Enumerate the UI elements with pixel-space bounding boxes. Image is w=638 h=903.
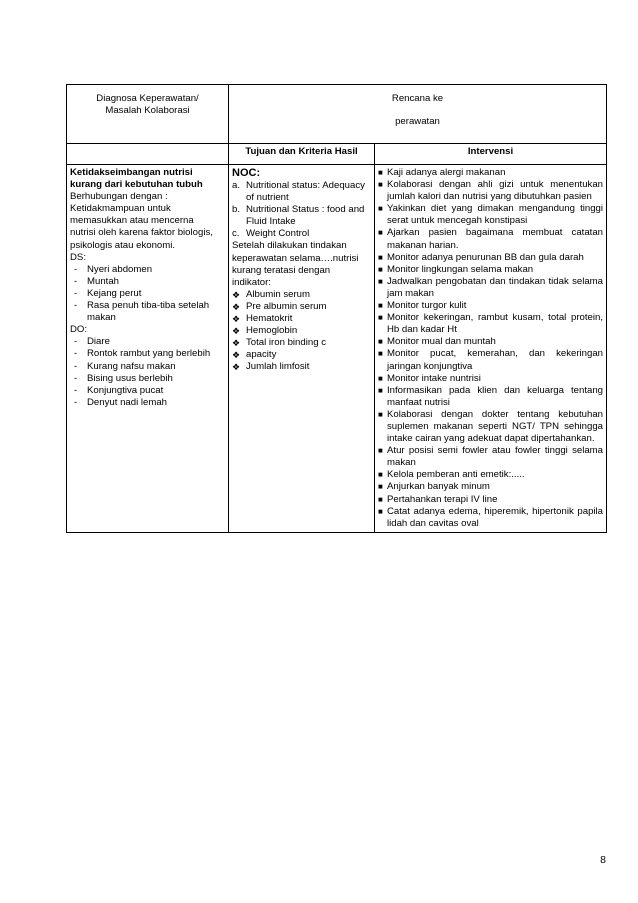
diamond-bullet-icon: ❖ <box>232 289 241 300</box>
square-bullet-icon: ■ <box>378 470 383 480</box>
diagnosis-body: Berhubungan dengan : Ketidakmampuan untuk memasukkan atau mencerna nutrisi oleh karena faktor biologis, psikologis atau ekonomi. <box>70 191 213 251</box>
noc-label: NOC: <box>232 167 261 179</box>
list-item: c. Weight Control <box>232 228 310 240</box>
list-item: ■ Monitor lingkungan selama makan <box>378 263 534 275</box>
noc-list <box>232 180 371 240</box>
square-bullet-icon: ■ <box>378 385 383 395</box>
list-item: ■ Jadwalkan pengobatan dan tindakan tidak selama jam makan <box>378 275 604 299</box>
diamond-bullet-icon: ❖ <box>232 338 241 349</box>
list-item: ■ Monitor turgor kulit <box>378 300 467 312</box>
diamond-bullet-icon: ❖ <box>232 350 241 361</box>
diamond-bullet-icon: ❖ <box>232 301 241 312</box>
list-item: - Denyut nadi lemah <box>74 396 167 408</box>
list-item: ❖ Albumin serum <box>232 288 310 300</box>
square-bullet-icon: ■ <box>378 264 383 274</box>
list-item: ■ Monitor mual dan muntah <box>378 336 496 348</box>
square-bullet-icon: ■ <box>378 204 383 214</box>
square-bullet-icon: ■ <box>378 494 383 504</box>
list-item: ■ Ajarkan pasien bagaimana membuat catatan makanan harian. <box>378 227 604 251</box>
ds-label: DS: <box>70 251 86 263</box>
list-item: - Muntah <box>74 275 119 287</box>
list-item: ❖ Jumlah limfosit <box>232 361 310 373</box>
subheader-empty-cell <box>67 144 229 165</box>
list-item: ■ Atur posisi semi fowler atau fowler tinggi selama makan <box>378 445 604 469</box>
square-bullet-icon: ■ <box>378 409 383 419</box>
page-number: 8 <box>600 854 606 866</box>
square-bullet-icon: ■ <box>378 446 383 456</box>
list-item: - Kejang perut <box>74 287 142 299</box>
list-item: ■ Monitor pucat, kemerahan, dan kekeringan jaringan konjungtiva <box>378 348 604 372</box>
list-item: ■ Monitor adanya penurunan BB dan gula darah <box>378 251 584 263</box>
subheader-outcome: Tujuan dan Kriteria Hasil <box>229 144 375 165</box>
list-item: ■ Kaji adanya alergi makanan <box>378 167 506 178</box>
square-bullet-icon: ■ <box>378 301 383 311</box>
diamond-bullet-icon: ❖ <box>232 314 241 325</box>
indicator-list <box>232 289 371 374</box>
list-item: ❖ Hemoglobin <box>232 325 298 337</box>
square-bullet-icon: ■ <box>378 482 383 492</box>
list-item: ❖ Pre albumin serum <box>232 300 327 312</box>
header-diagnosis: Diagnosa Keperawatan/ Masalah Kolaborasi <box>67 85 229 144</box>
list-item: - Bising usus berlebih <box>74 372 173 384</box>
square-bullet-icon: ■ <box>378 506 383 516</box>
list-item: - Konjungtiva pucat <box>74 384 164 396</box>
list-item: b. Nutritional Status : food and Fluid Intake <box>232 204 365 228</box>
do-label: DO: <box>70 324 88 336</box>
diagnosis-cell <box>67 165 229 533</box>
list-item: - Diare <box>74 336 110 348</box>
diamond-bullet-icon: ❖ <box>232 326 241 337</box>
square-bullet-icon: ■ <box>378 168 383 177</box>
diamond-bullet-icon: ❖ <box>232 362 241 373</box>
list-item: ■ Kolaborasi dengan ahli gizi untuk menentukan jumlah kalori dan nutrisi yang dibutuhkan pasien <box>378 179 604 203</box>
square-bullet-icon: ■ <box>378 313 383 323</box>
list-item: ❖ Total iron binding c <box>232 337 326 349</box>
list-item: ■ Informasikan pada klien dan keluarga tentang manfaat nutrisi <box>378 384 604 408</box>
intervention-list <box>378 167 603 530</box>
list-item: a. Nutritional status: Adequacy of nutrient <box>232 180 365 204</box>
list-item: - Rasa penuh tiba-tiba setelah makan <box>74 300 210 324</box>
square-bullet-icon: ■ <box>378 252 383 262</box>
list-item: ■ Monitor kekeringan, rambut kusam, total protein, Hb dan kadar Ht <box>378 312 604 336</box>
outcome-lead-text: Setelah dilakukan tindakan keperawatan selama….nutrisi kurang teratasi dengan indikator: <box>232 240 359 288</box>
list-item: ■ Pertahankan terapi IV line <box>378 493 498 505</box>
do-list <box>70 336 225 409</box>
diagnosis-title: Ketidakseimbangan nutrisi kurang dari kebutuhan tubuh <box>70 167 203 191</box>
nursing-care-plan-table <box>66 84 607 533</box>
table-body-row <box>67 165 607 533</box>
square-bullet-icon: ■ <box>378 373 383 383</box>
list-item: - Kurang nafsu makan <box>74 360 176 372</box>
list-item: ■ Anjurkan banyak minum <box>378 481 490 493</box>
list-item: ■ Kolaborasi dengan dokter tentang kebutuhan suplemen makanan seperti NGT/ TPN sehingga intake cairan yang adekuat dapat dipertahankan. <box>378 408 604 445</box>
table-subheader-row <box>67 144 607 165</box>
square-bullet-icon: ■ <box>378 228 383 238</box>
list-item: ■ Catat adanya edema, hiperemik, hipertonik papila lidah dan cavitas oval <box>378 505 604 529</box>
list-item: ■ Monitor intake nuntrisi <box>378 372 481 384</box>
square-bullet-icon: ■ <box>378 349 383 359</box>
list-item: - Rontok rambut yang berlebih <box>74 348 211 360</box>
ds-list <box>70 264 225 324</box>
list-item: - Nyeri abdomen <box>74 263 153 275</box>
list-item: ■ Kelola pemberan anti emetik:..... <box>378 469 525 481</box>
list-item: ■ Yakinkan diet yang dimakan mengandung tinggi serat untuk mencegah konstipasi <box>378 203 604 227</box>
square-bullet-icon: ■ <box>378 276 383 286</box>
intervention-cell <box>375 165 607 533</box>
list-item: ❖ apacity <box>232 349 277 361</box>
header-care-plan: Rencana ke perawatan <box>229 85 607 144</box>
subheader-intervention: Intervensi <box>375 144 607 165</box>
outcome-cell <box>229 165 375 533</box>
list-item: ❖ Hematokrit <box>232 313 293 325</box>
square-bullet-icon: ■ <box>378 337 383 347</box>
square-bullet-icon: ■ <box>378 180 383 190</box>
table-header-row <box>67 85 607 144</box>
